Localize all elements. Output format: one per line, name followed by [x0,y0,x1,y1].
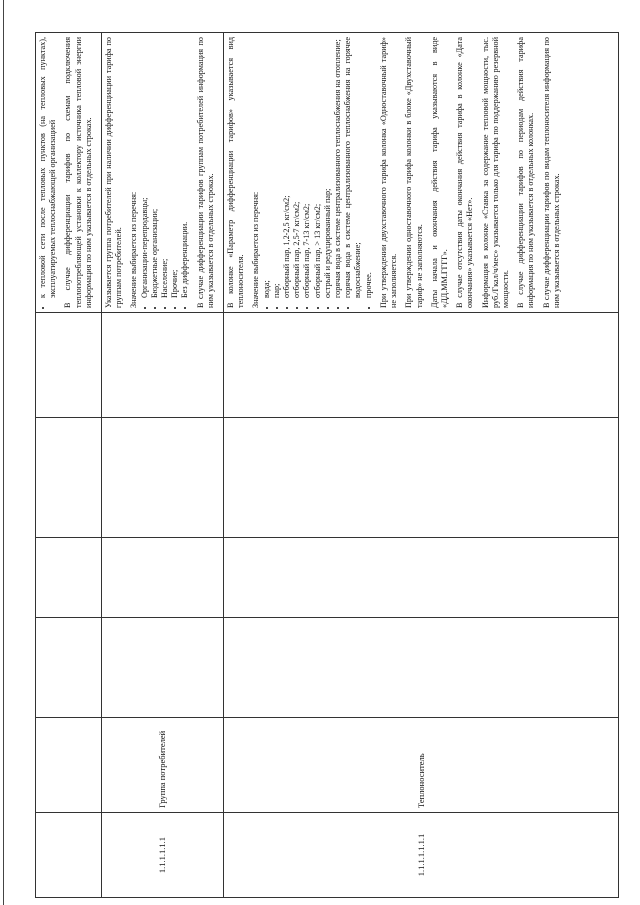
page-left-border [3,0,4,905]
empty-cell [224,618,619,718]
value-list [140,37,191,308]
description-paragraph: При утверждении двухставочного тарифа колонка «Одноставочный тариф» не заполняется. [378,37,399,308]
list-item: • Без дифференциации. [180,37,190,298]
list-item: • к тепловой сети после тепловых пунктов (на тепловых пунктах), эксплуатируемых теплоснабжающей организацией [38,37,58,298]
empty-cell [36,538,102,618]
description-cell [36,33,102,313]
description-paragraph: В случае отсутствия даты окончания действия тарифа в колонке «Дата окончания» указывается «Нет». [455,37,475,308]
row-code-cell: 1.1.1.1.1.1 [102,813,224,898]
list-item: • вода; [262,37,272,298]
description-paragraph: Даты начала и окончания действия тарифа указываются в виде «ДД.ММ.ГГГГ». [429,37,449,308]
list-item: • Прочие; [170,37,180,298]
table-row [36,33,102,898]
row-name-cell [36,718,102,813]
description-paragraph: Информация в колонке «Ставка за содержание тепловой мощности, тыс. руб./Гкал/ч/мес» указывается только для тарифа по поддержанию резервной мощности. [480,37,510,308]
list-item: • Население; [160,37,170,298]
instruction-table [35,32,619,898]
description-paragraph: В случае дифференциации тарифов по видам теплоносителя информация по ним указывается в отдельных строках. [541,37,561,308]
rotated-page [35,33,595,898]
empty-cell [102,618,224,718]
value-list [38,37,58,308]
description-paragraph: В случае дифференциации тарифов по схемам подключения теплопотребляющей установки к коллектору источника тепловой энергии информация по ним указывается в отдельных строках. [63,37,93,308]
empty-cell [224,418,619,538]
list-item: • отборный пар, > 13 кг/см2; [313,37,323,298]
table-row [102,33,224,898]
list-item: • прочее. [364,37,374,298]
list-item: • пар; [272,37,282,298]
table-row [224,33,619,898]
row-name-cell: Группа потребителей [102,718,224,813]
value-list [262,37,374,308]
empty-cell [102,313,224,418]
row-code-cell [36,813,102,898]
empty-cell [36,418,102,538]
list-item: • отборный пар, 2,5-7 кг/см2; [292,37,302,298]
description-paragraph: В случае дифференциации тарифов группам потребителей информация по ним указывается в отдельных строках. [195,37,215,308]
empty-cell [36,313,102,418]
list-item: • Организации-перепродавцы; [140,37,150,298]
row-name-cell: Теплоноситель [224,718,619,813]
empty-cell [224,313,619,418]
description-paragraph: В случае дифференциации тарифов по периодам действия тарифа информация по ним указывается в отдельных колонках. [516,37,536,308]
list-intro: Значение выбирается из перечня: [129,191,139,308]
description-paragraph: В колонке «Параметр дифференциации тарифов» указывается вид теплоносителя. [226,37,246,308]
list-item: • отборный пар, 7-13 кг/см2; [302,37,312,298]
description-cell [102,33,224,313]
empty-cell [102,418,224,538]
list-item: • горячая вода в системе централизованного теплоснабжения на отопление; [333,37,343,298]
description-paragraph: Указывается группа потребителей при наличии дифференциации тарифа по группам потребителей. [104,37,124,308]
list-item: • горячая вода в системе централизованного теплоснабжения на горячее водоснабжение; [343,37,363,298]
list-item: • Бюджетные организации; [150,37,160,298]
list-item: • отборный пар, 1,2-2,5 кг/см2; [282,37,292,298]
empty-cell [36,618,102,718]
row-code-cell: 1.1.1.1.1.1.1 [224,813,619,898]
list-item: • острый и редуцированный пар; [323,37,333,298]
list-intro: Значение выбирается из перечня: [251,191,261,308]
empty-cell [224,538,619,618]
empty-cell [102,538,224,618]
description-cell [224,33,619,313]
description-paragraph: При утверждении одноставочного тарифа колонки в блоке «Двухставочный тариф» не заполняются. [404,37,424,308]
